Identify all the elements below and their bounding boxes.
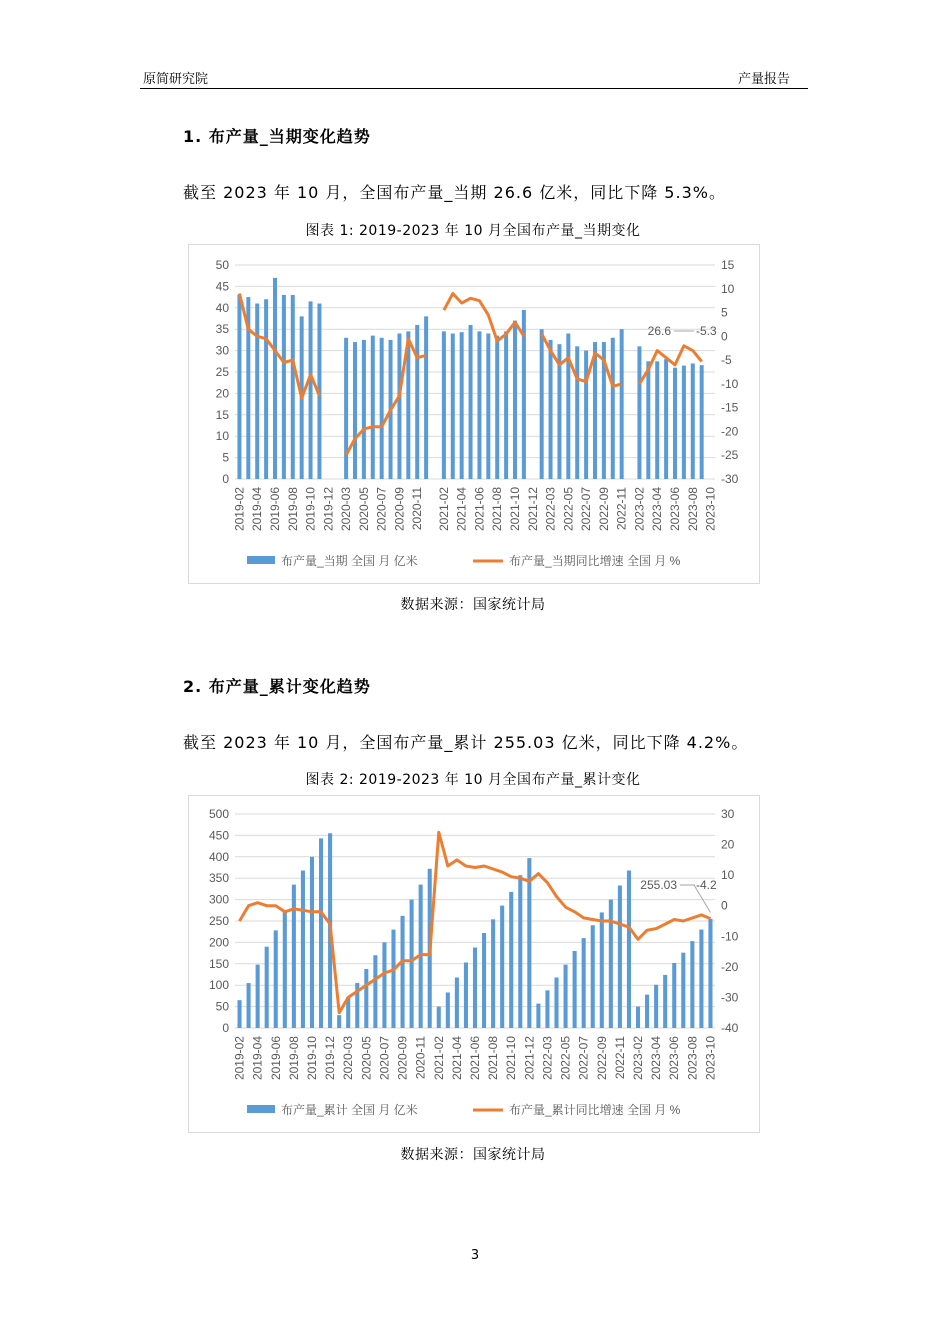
y-tick-label: 50 [215,258,229,272]
y-tick-label: 5 [222,450,229,465]
x-tick-label: 2019-02 [232,1036,247,1081]
bar [600,912,604,1028]
x-tick-label: 2019-06 [268,1036,283,1081]
y-tick-label: 500 [208,807,229,821]
bar [654,985,658,1028]
x-tick-label: 2021-04 [454,487,469,532]
x-tick-label: 2023-10 [703,487,718,532]
section-1-heading: 1. 布产量_当期变化趋势 [183,127,371,146]
bar [237,1000,241,1028]
bar [691,363,695,479]
x-tick-label: 2019-04 [250,1036,265,1081]
y-tick-label: 400 [208,849,229,864]
x-tick-label: 2019-12 [321,487,336,532]
bar [424,316,428,479]
header-report-type: 产量报告 [737,72,790,87]
bar [310,857,314,1028]
bar [582,938,586,1028]
x-tick-label: 2019-12 [323,1036,338,1081]
x-tick-label: 2019-08 [285,487,300,532]
bar [620,329,624,479]
y-tick-label: 200 [208,935,229,950]
series-line [542,334,622,386]
y2-tick-label: 0 [721,898,728,913]
x-tick-label: 2021-12 [525,487,540,532]
bar [282,295,286,479]
bar [446,992,450,1028]
bar [464,963,468,1028]
y-tick-label: 35 [215,322,229,337]
bar [663,975,667,1028]
bar [690,941,694,1028]
x-tick-label: 2020-09 [395,1036,410,1081]
bar [397,333,401,479]
bar [682,366,686,479]
bar [491,919,495,1028]
y-tick-label: 350 [208,871,229,886]
bar [309,301,313,479]
bar [708,919,712,1028]
x-tick-label: 2022-05 [558,1036,573,1081]
series-line [444,294,524,342]
y-tick-label: 40 [215,300,229,315]
legend-swatch-bar [247,556,275,564]
bar [593,342,597,479]
y2-tick-label: 20 [721,837,735,852]
y2-tick-label: -20 [721,424,739,439]
y-tick-label: 10 [215,429,229,444]
x-tick-label: 2020-11 [413,1036,428,1080]
y2-tick-label: 0 [721,329,728,344]
page-number: 3 [470,1248,480,1263]
y2-tick-label: -10 [721,376,739,391]
y2-tick-label: -5 [721,353,732,368]
bar [477,331,481,479]
x-tick-label: 2022-03 [543,487,558,532]
y-tick-label: 50 [215,999,229,1014]
y2-tick-label: -30 [721,472,739,486]
bar [527,858,531,1028]
bar [664,359,668,479]
y-tick-label: 30 [215,343,229,358]
x-tick-label: 2020-11 [410,487,425,531]
bar [672,963,676,1028]
legend-label-bar: 布产量_当期 全国 月 亿米 [281,554,418,568]
bar [451,333,455,479]
bar [509,892,513,1028]
x-tick-label: 2021-08 [486,1036,501,1081]
y-tick-label: 100 [208,978,229,993]
x-tick-label: 2023-04 [649,1036,664,1081]
x-tick-label: 2021-08 [490,487,505,532]
x-tick-label: 2020-03 [339,487,354,532]
x-tick-label: 2021-06 [472,487,487,532]
bar [573,951,577,1028]
y2-tick-label: 5 [721,305,728,320]
y2-tick-label: 30 [721,807,735,821]
bar [283,912,287,1028]
x-tick-label: 2021-02 [431,1036,446,1081]
x-tick-label: 2023-08 [685,1036,700,1081]
x-tick-label: 2023-02 [631,1036,646,1081]
x-tick-label: 2020-03 [341,1036,356,1081]
bar [353,342,357,479]
bar [611,338,615,479]
x-tick-label: 2020-09 [392,487,407,532]
bar [584,351,588,479]
bar [645,995,649,1028]
y2-tick-label: -10 [721,929,739,944]
x-tick-label: 2021-10 [504,1036,519,1081]
bar [442,331,446,479]
y2-tick-label: 15 [721,258,735,272]
section-1-summary: 截至 2023 年 10 月，全国布产量_当期 26.6 亿米，同比下降 5.3%。 [183,183,726,202]
bar [344,338,348,479]
y-tick-label: 45 [215,279,229,294]
y2-tick-label: -30 [721,990,739,1005]
bar [247,983,251,1028]
bar [554,977,558,1028]
bar [473,948,477,1028]
section-2-summary: 截至 2023 年 10 月，全国布产量_累计 255.03 亿米，同比下降 4.2%。 [183,733,749,752]
bar [518,875,522,1028]
annotation-line-value: -4.2 [696,878,717,892]
bar [564,965,568,1028]
x-tick-label: 2020-05 [356,487,371,532]
y2-tick-label: 10 [721,281,735,296]
y-tick-label: 250 [208,914,229,928]
bar [319,838,323,1028]
x-tick-label: 2022-07 [579,487,594,532]
x-tick-label: 2021-10 [508,487,522,532]
bar [337,1015,341,1028]
bar [292,885,296,1028]
bar [482,933,486,1028]
bar [609,900,613,1028]
bar [618,885,622,1028]
x-tick-label: 2021-12 [522,1036,537,1081]
x-tick-label: 2021-06 [468,1036,482,1081]
x-tick-label: 2019-08 [286,1036,301,1081]
bar [655,361,659,479]
bar [495,336,499,479]
chart-1-svg [189,245,759,583]
bar [256,965,260,1028]
x-tick-label: 2020-07 [374,487,389,532]
y-tick-label: 0 [222,472,229,486]
x-tick-label: 2022-07 [576,1036,591,1081]
bar [500,906,504,1028]
x-tick-label: 2022-11 [614,487,629,531]
x-tick-label: 2022-03 [540,1036,555,1081]
legend-label-line: 布产量_当期同比增速 全国 月 % [509,554,681,568]
series-line [346,339,426,456]
x-tick-label: 2019-02 [232,487,247,532]
bar [373,955,377,1028]
chart-2-svg [189,796,759,1132]
x-tick-label: 2021-04 [449,1036,464,1081]
bar [255,304,259,479]
x-tick-label: 2021-02 [436,487,451,532]
y-tick-label: 150 [208,956,229,971]
bar [391,930,395,1028]
x-tick-label: 2019-10 [304,1036,319,1081]
bar [540,329,544,479]
bar [591,925,595,1028]
x-tick-label: 2023-06 [667,1036,682,1081]
bar [575,346,579,479]
y2-tick-label: -40 [721,1021,739,1035]
annotation-bar-value: 26.6 [647,324,671,338]
bar [549,340,553,479]
legend-label-line: 布产量_累计同比增速 全国 月 % [509,1103,681,1117]
bar [536,1004,540,1028]
chart-1-source: 数据来源：国家统计局 [400,597,546,613]
bar [371,336,375,479]
bar [504,331,508,479]
bar [382,942,386,1028]
chart-1-caption: 图表 1: 2019-2023 年 10 月全国布产量_当期变化 [305,223,641,239]
x-tick-label: 2019-06 [268,487,282,532]
bar [291,295,295,479]
x-tick-label: 2023-10 [703,1036,718,1081]
bar [513,321,517,479]
chart-2 [188,795,760,1133]
bar [545,990,549,1028]
series-line [239,294,319,399]
bar [486,333,490,479]
bar [265,947,269,1028]
bar [237,295,241,479]
bar [274,930,278,1028]
y-tick-label: 25 [215,365,229,379]
y2-tick-label: -20 [721,959,739,974]
y-tick-label: 15 [215,407,229,422]
annotation-line-value: -5.3 [696,324,717,338]
header-rule [140,88,808,89]
bar [380,338,384,479]
chart-1 [188,244,760,584]
bar [469,325,473,479]
y2-tick-label: -25 [721,448,739,463]
bar [410,900,414,1028]
annotation-bar-value: 255.03 [640,878,677,892]
x-tick-label: 2019-10 [303,487,318,532]
bar [699,930,703,1028]
x-tick-label: 2023-02 [632,487,647,532]
y2-tick-label: 10 [721,868,735,883]
x-tick-label: 2020-07 [377,1036,392,1081]
y-tick-label: 0 [222,1021,229,1035]
bar [566,333,570,479]
bar [264,299,268,479]
bar [681,953,685,1028]
y-tick-label: 20 [215,386,229,401]
bar [636,1007,640,1028]
x-tick-label: 2022-09 [594,1036,609,1081]
bar [460,332,464,479]
y2-tick-label: -15 [721,400,739,415]
bar [362,340,366,479]
bar [700,365,704,479]
chart-2-caption: 图表 2: 2019-2023 年 10 月全国布产量_累计变化 [305,772,641,788]
bar [364,969,368,1028]
bar [646,361,650,479]
bar [455,977,459,1028]
x-tick-label: 2020-05 [359,1036,374,1081]
bar [273,278,277,479]
bar [415,325,419,479]
legend-swatch-bar [247,1105,275,1113]
x-tick-label: 2019-04 [250,487,265,532]
bar [627,870,631,1028]
y-tick-label: 300 [208,892,229,907]
bar [401,916,405,1028]
legend-label-bar: 布产量_累计 全国 月 亿米 [281,1103,418,1117]
bar [637,346,641,479]
y-tick-label: 450 [208,828,229,843]
x-tick-label: 2022-11 [612,1036,627,1080]
bar [673,368,677,479]
x-tick-label: 2022-05 [561,487,576,532]
x-tick-label: 2023-06 [668,487,682,532]
x-tick-label: 2022-09 [596,487,611,532]
section-2-heading: 2. 布产量_累计变化趋势 [183,677,371,696]
bar [437,1007,441,1028]
bar [301,870,305,1028]
x-tick-label: 2023-04 [650,487,665,532]
chart-2-source: 数据来源：国家统计局 [400,1147,546,1163]
x-tick-label: 2023-08 [685,487,700,532]
header-org: 原简研究院 [143,72,209,87]
